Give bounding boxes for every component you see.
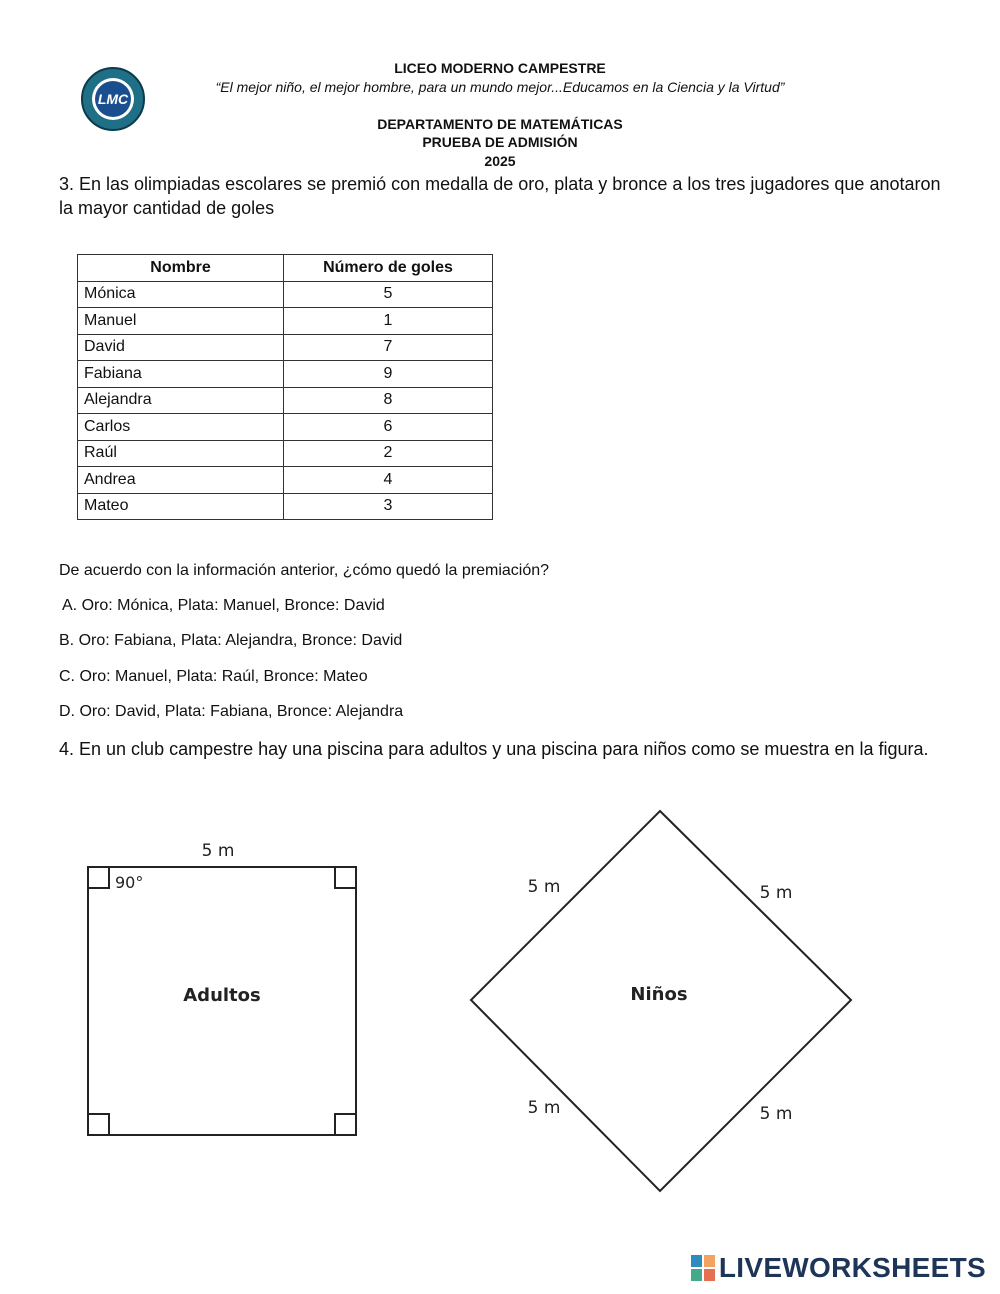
liveworksheets-wordmark: LIVEWORKSHEETS xyxy=(718,1252,986,1283)
player-name: Manuel xyxy=(78,308,284,335)
adults-side-label: 5 m xyxy=(201,841,235,861)
table-row xyxy=(78,387,493,414)
player-name: Fabiana xyxy=(78,361,284,388)
goals-table xyxy=(77,254,493,520)
question-4-text: 4. En un club campestre hay una piscina para adultos y una piscina para niños como se muestra en la figura. xyxy=(59,739,929,759)
kids-side-label: 5 m xyxy=(759,883,793,903)
pools-figure xyxy=(60,800,940,1200)
table-row xyxy=(78,334,493,361)
kids-side-label: 5 m xyxy=(759,1104,793,1124)
option-b: B. Oro: Fabiana, Plata: Alejandra, Bronce: David xyxy=(59,632,403,649)
option-a: A. Oro: Mónica, Plata: Manuel, Bronce: David xyxy=(62,597,385,614)
right-angle-marker xyxy=(88,1114,109,1135)
player-name: Carlos xyxy=(78,414,284,441)
table-header-row xyxy=(78,255,493,282)
department-title: DEPARTAMENTO DE MATEMÁTICAS xyxy=(377,116,623,132)
table-row xyxy=(78,308,493,335)
player-name: Raúl xyxy=(78,440,284,467)
question-3-prompt: De acuerdo con la información anterior, ¿cómo quedó la premiación? xyxy=(59,562,550,579)
right-angle-marker xyxy=(335,1114,356,1135)
player-goals: 2 xyxy=(284,440,493,467)
kids-pool-label: Niños xyxy=(630,984,688,1005)
kids-pool xyxy=(471,811,851,1191)
option-d: D. Oro: David, Plata: Fabiana, Bronce: Alejandra xyxy=(59,703,404,720)
player-name: Mateo xyxy=(78,493,284,520)
player-goals: 6 xyxy=(284,414,493,441)
column-header-name: Nombre xyxy=(78,255,284,282)
player-goals: 5 xyxy=(284,281,493,308)
logo-text: LMC xyxy=(97,91,129,107)
player-name: Alejandra xyxy=(78,387,284,414)
liveworksheets-logo-icon xyxy=(691,1255,715,1281)
player-name: David xyxy=(78,334,284,361)
question-3-text: 3. En las olimpiadas escolares se premió con medalla de oro, plata y bronce a los tres jugadores que anotaron la mayor cantidad de goles xyxy=(59,174,941,218)
player-goals: 1 xyxy=(284,308,493,335)
player-name: Mónica xyxy=(78,281,284,308)
adults-angle-label: 90° xyxy=(115,873,144,892)
player-goals: 7 xyxy=(284,334,493,361)
option-c: C. Oro: Manuel, Plata: Raúl, Bronce: Mateo xyxy=(59,668,368,685)
right-angle-marker xyxy=(88,867,109,888)
table-row xyxy=(78,440,493,467)
kids-side-label: 5 m xyxy=(527,1098,561,1118)
right-angle-marker xyxy=(335,867,356,888)
table-row xyxy=(78,467,493,494)
school-motto: “El mejor niño, el mejor hombre, para un mundo mejor...Educamos en la Ciencia y la Virtud” xyxy=(215,79,785,95)
exam-year: 2025 xyxy=(484,153,516,169)
table-row xyxy=(78,281,493,308)
adults-pool-label: Adultos xyxy=(183,985,261,1006)
player-goals: 8 xyxy=(284,387,493,414)
school-name: LICEO MODERNO CAMPESTRE xyxy=(394,60,606,76)
player-name: Andrea xyxy=(78,467,284,494)
table-row xyxy=(78,361,493,388)
table-row xyxy=(78,414,493,441)
exam-title: PRUEBA DE ADMISIÓN xyxy=(422,134,578,150)
table-row xyxy=(78,493,493,520)
column-header-goals: Número de goles xyxy=(284,255,493,282)
player-goals: 3 xyxy=(284,493,493,520)
player-goals: 4 xyxy=(284,467,493,494)
kids-side-label: 5 m xyxy=(527,877,561,897)
player-goals: 9 xyxy=(284,361,493,388)
adults-pool xyxy=(88,841,356,1135)
liveworksheets-brand[interactable] xyxy=(691,1252,986,1284)
